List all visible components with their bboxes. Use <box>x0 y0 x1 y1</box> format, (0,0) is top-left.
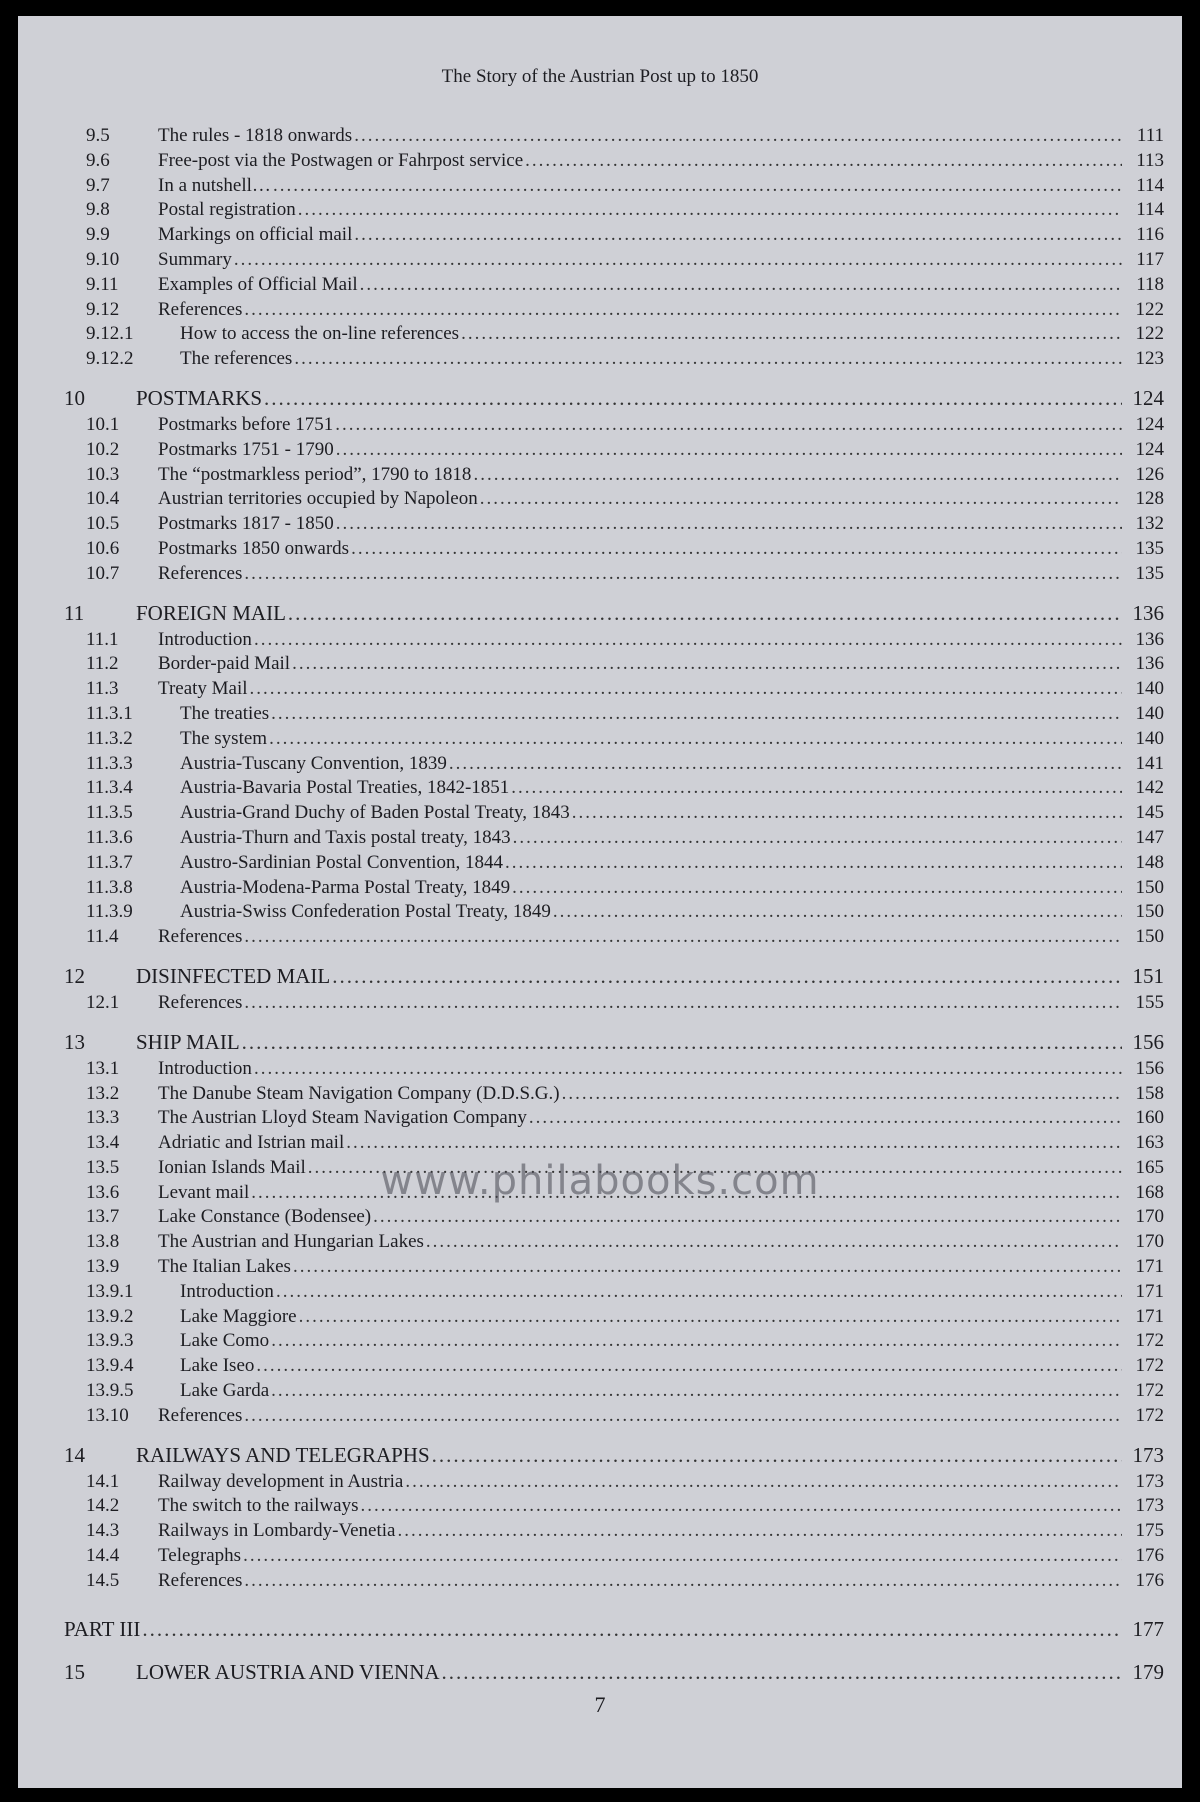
toc-entry-title: The Italian Lakes <box>158 1256 291 1278</box>
dot-leader <box>553 900 1122 925</box>
toc-entry-title: Introduction <box>180 1280 274 1302</box>
toc-entry-page: 135 <box>1135 562 1164 584</box>
toc-entry-number: 13.9.2 <box>86 1305 134 1327</box>
toc-entry-page: 124 <box>1132 385 1164 410</box>
dot-leader <box>513 826 1122 851</box>
toc-entry <box>64 413 1164 438</box>
toc-entry-number: 11.3.6 <box>86 826 133 848</box>
toc-entry-number: 13.9 <box>86 1256 120 1278</box>
toc-entry-number: 9.6 <box>86 149 110 171</box>
toc-entry-title: Ionian Islands Mail <box>158 1156 306 1178</box>
toc-entry-page: 150 <box>1135 901 1164 923</box>
dot-leader <box>250 677 1122 702</box>
toc-entry-page: 136 <box>1132 600 1164 625</box>
toc-entry-number: 13.2 <box>86 1082 120 1104</box>
toc-entry-number: 14.1 <box>86 1470 120 1492</box>
toc-entry-title: References <box>158 1404 243 1426</box>
toc-entry-title: References <box>158 298 243 320</box>
toc-entry <box>64 1057 1164 1082</box>
toc-entry <box>64 174 1164 199</box>
dot-leader <box>244 1404 1122 1429</box>
toc-entry-title: Lake Como <box>180 1330 270 1352</box>
toc-entry-title: Austria-Grand Duchy of Baden Postal Treaty, 1843 <box>180 802 570 824</box>
toc-entry-number: 9.12 <box>86 298 120 320</box>
toc-entry-title: Austria-Modena-Parma Postal Treaty, 1849 <box>180 876 511 898</box>
toc-entry <box>64 900 1164 925</box>
toc-entry-number: 13.3 <box>86 1107 120 1129</box>
dot-leader <box>572 801 1122 826</box>
toc-entry <box>64 223 1164 248</box>
toc-entry-page: 172 <box>1135 1380 1164 1402</box>
toc-entry <box>64 322 1164 347</box>
toc-entry-page: 147 <box>1135 826 1164 848</box>
toc-entry <box>64 537 1164 562</box>
toc-entry-page: 156 <box>1132 1029 1164 1054</box>
toc-entry-title: How to access the on-line references <box>180 323 460 345</box>
dot-leader <box>254 1057 1122 1082</box>
dot-leader <box>511 776 1122 801</box>
toc-entry-title: Lake Maggiore <box>180 1305 297 1327</box>
toc-entry-number: 13.6 <box>86 1181 120 1203</box>
toc-entry-page: 124 <box>1135 413 1164 435</box>
toc-entry-page: 172 <box>1135 1355 1164 1377</box>
dot-leader <box>269 727 1122 752</box>
toc-entry <box>64 1027 1164 1057</box>
toc-entry-page: 156 <box>1135 1057 1164 1079</box>
toc-entry-number: 13.7 <box>86 1206 120 1228</box>
toc-entry-number: 11.1 <box>86 628 119 650</box>
toc-entry-page: 173 <box>1132 1442 1164 1467</box>
dot-leader <box>264 383 1122 413</box>
toc-entry-title: RAILWAYS AND TELEGRAPHS <box>136 1442 430 1467</box>
toc-entry-number: 10 <box>64 385 85 410</box>
dot-leader <box>299 1305 1122 1330</box>
toc-entry-page: 170 <box>1135 1231 1164 1253</box>
toc-entry <box>64 1379 1164 1404</box>
toc-entry <box>64 776 1164 801</box>
toc-entry-page: 175 <box>1135 1520 1164 1542</box>
toc-entry-page: 124 <box>1135 438 1164 460</box>
toc-entry-page: 128 <box>1135 488 1164 510</box>
dot-leader <box>361 1494 1122 1519</box>
toc-entry-page: 173 <box>1135 1495 1164 1517</box>
toc-entry-title: The Austrian Lloyd Steam Navigation Company <box>158 1107 527 1129</box>
dot-leader <box>397 1519 1122 1544</box>
toc-entry-number: 11.3.9 <box>86 901 133 923</box>
toc-entry-number: 9.8 <box>86 199 110 221</box>
toc-entry-number: 15 <box>64 1659 85 1684</box>
toc-entry <box>64 383 1164 413</box>
toc-entry-title: Austrian territories occupied by Napoleon <box>158 488 478 510</box>
toc-entry-number: 10.6 <box>86 537 120 559</box>
toc-entry-number: 11 <box>64 600 85 625</box>
toc-entry-number: 11.3.1 <box>86 702 133 724</box>
toc-entry-number: 11.3.7 <box>86 851 133 873</box>
toc-entry <box>64 1569 1164 1594</box>
toc-entry-page: 179 <box>1132 1659 1164 1684</box>
dot-leader <box>373 1205 1122 1230</box>
toc-entry-title: Railways in Lombardy-Venetia <box>158 1520 396 1542</box>
toc-entry <box>64 801 1164 826</box>
toc-entry-title: Postmarks before 1751 <box>158 413 334 435</box>
toc-entry-number: 13.10 <box>86 1404 129 1426</box>
toc-entry-title: Treaty Mail <box>158 678 248 700</box>
toc-entry-title: Railway development in Austria <box>158 1470 404 1492</box>
dot-leader <box>244 925 1122 950</box>
toc-entry-title: References <box>158 926 243 948</box>
dot-leader <box>360 273 1122 298</box>
toc-entry-title: The treaties <box>180 702 270 724</box>
dot-leader <box>461 322 1122 347</box>
dot-leader <box>336 512 1122 537</box>
dot-leader <box>529 1106 1122 1131</box>
toc-entry-page: 117 <box>1136 248 1164 270</box>
toc-entry-page: 160 <box>1135 1107 1164 1129</box>
dot-leader <box>442 1657 1122 1687</box>
toc-entry <box>64 1404 1164 1429</box>
toc-entry-title: Free-post via the Postwagen or Fahrpost service <box>158 149 524 171</box>
toc-entry-title: POSTMARKS <box>136 385 263 410</box>
dot-leader <box>271 1329 1122 1354</box>
toc-entry-number: 11.2 <box>86 653 119 675</box>
toc-entry-page: 126 <box>1135 463 1164 485</box>
toc-entry-number: 9.9 <box>86 224 110 246</box>
toc-entry-title: The rules - 1818 onwards <box>158 125 353 146</box>
toc-entry-page: 136 <box>1135 653 1164 675</box>
toc-entry-number: 11.3 <box>86 678 119 700</box>
toc-entry-page: 116 <box>1136 224 1164 246</box>
toc-entry-title: The Danube Steam Navigation Company (D.D.S.G.) <box>158 1082 560 1104</box>
dot-leader <box>512 876 1122 901</box>
toc-entry-page: 113 <box>1136 149 1164 171</box>
dot-leader <box>244 298 1122 323</box>
toc-entry-number: 9.11 <box>86 273 119 295</box>
toc-entry-title: Austria-Tuscany Convention, 1839 <box>180 752 447 774</box>
toc-entry <box>64 876 1164 901</box>
toc-entry-page: 111 <box>1136 125 1164 146</box>
toc-entry-title: Austria-Thurn and Taxis postal treaty, 1843 <box>180 826 511 848</box>
toc-entry-title: FOREIGN MAIL <box>136 600 286 625</box>
toc-entry-number: 10.3 <box>86 463 120 485</box>
toc-entry <box>64 1131 1164 1156</box>
toc-entry-page: 142 <box>1135 777 1164 799</box>
toc-entry <box>64 727 1164 752</box>
toc-entry-number: 13.5 <box>86 1156 120 1178</box>
toc-entry-page: 148 <box>1135 851 1164 873</box>
toc-entry <box>64 149 1164 174</box>
toc-entry-title: Lake Constance (Bodensee) <box>158 1206 372 1228</box>
dot-leader <box>256 1354 1122 1379</box>
dot-leader <box>426 1230 1122 1255</box>
toc-entry-number: 13.8 <box>86 1231 120 1253</box>
toc-entry-number: 9.10 <box>86 248 120 270</box>
toc-entry-page: 172 <box>1135 1404 1164 1426</box>
dot-leader <box>292 652 1122 677</box>
toc-entry-title: Introduction <box>158 628 252 650</box>
table-of-contents <box>64 124 1164 1687</box>
toc-entry <box>64 273 1164 298</box>
toc-entry <box>64 1544 1164 1569</box>
dot-leader <box>480 487 1122 512</box>
toc-entry-number: 10.5 <box>86 513 120 535</box>
toc-entry-number: 14.3 <box>86 1520 120 1542</box>
toc-entry-title: Austria-Swiss Confederation Postal Treaty, 1849 <box>180 901 551 923</box>
toc-entry-number: 9.5 <box>86 125 110 146</box>
dot-leader <box>351 537 1122 562</box>
toc-entry-page: 171 <box>1135 1280 1164 1302</box>
dot-leader <box>244 562 1122 587</box>
toc-entry-title: Adriatic and Istrian mail <box>158 1132 345 1154</box>
toc-entry-title: Examples of Official Mail <box>158 273 358 295</box>
toc-entry-page: 163 <box>1135 1132 1164 1154</box>
toc-entry-page: 123 <box>1135 348 1164 370</box>
toc-entry-number: 11.3.8 <box>86 876 133 898</box>
dot-leader <box>254 628 1122 653</box>
dot-leader <box>335 413 1122 438</box>
toc-entry-number: 13.1 <box>86 1057 120 1079</box>
toc-entry-page: 122 <box>1135 298 1164 320</box>
toc-entry <box>64 512 1164 537</box>
toc-entry-title: References <box>158 1569 243 1591</box>
toc-entry <box>64 1519 1164 1544</box>
toc-entry-page: 158 <box>1135 1082 1164 1104</box>
toc-entry-page: 171 <box>1135 1256 1164 1278</box>
dot-leader <box>243 1544 1122 1569</box>
toc-entry-page: 176 <box>1135 1545 1164 1567</box>
dot-leader <box>449 752 1122 777</box>
toc-entry <box>64 562 1164 587</box>
toc-entry <box>64 124 1164 149</box>
toc-entry-title: The references <box>180 348 293 370</box>
toc-entry <box>64 298 1164 323</box>
toc-entry <box>64 628 1164 653</box>
toc-entry-page: 173 <box>1135 1470 1164 1492</box>
dot-leader <box>354 223 1122 248</box>
toc-entry-title: The system <box>180 727 268 749</box>
toc-entry-title: The switch to the railways <box>158 1495 359 1517</box>
toc-entry-title: The “postmarkless period”, 1790 to 1818 <box>158 463 472 485</box>
toc-entry <box>64 1106 1164 1131</box>
toc-entry-number: 9.12.2 <box>86 348 134 370</box>
toc-entry-title: Border-paid Mail <box>158 653 291 675</box>
toc-entry-page: 151 <box>1132 963 1164 988</box>
toc-entry-page: 165 <box>1135 1156 1164 1178</box>
toc-entry-number: 12.1 <box>86 991 120 1013</box>
toc-entry-page: 168 <box>1135 1181 1164 1203</box>
toc-entry <box>64 1494 1164 1519</box>
toc-entry-number: 9.7 <box>86 174 110 196</box>
dot-leader <box>562 1082 1122 1107</box>
toc-entry-number: 10.7 <box>86 562 120 584</box>
toc-entry <box>64 925 1164 950</box>
dot-leader <box>332 961 1122 991</box>
toc-entry-number: 11.3.3 <box>86 752 133 774</box>
toc-entry-title: The Austrian and Hungarian Lakes <box>158 1231 424 1253</box>
dot-leader <box>142 1612 1122 1646</box>
toc-entry <box>64 851 1164 876</box>
dot-leader <box>346 1131 1122 1156</box>
toc-entry-number: 14.2 <box>86 1495 120 1517</box>
toc-entry-page: 176 <box>1135 1569 1164 1591</box>
toc-entry-title: References <box>158 991 243 1013</box>
toc-entry <box>64 463 1164 488</box>
toc-entry-page: 136 <box>1135 628 1164 650</box>
toc-entry-page: 122 <box>1135 323 1164 345</box>
dot-leader <box>294 347 1122 372</box>
toc-entry <box>64 248 1164 273</box>
toc-entry <box>64 1354 1164 1379</box>
toc-entry-number: 10.2 <box>86 438 120 460</box>
toc-entry-title: In a nutshell… <box>158 174 271 196</box>
toc-entry <box>64 1440 1164 1470</box>
toc-entry-title: Levant mail <box>158 1181 250 1203</box>
toc-entry-title: Postmarks 1850 onwards <box>158 537 350 559</box>
toc-entry <box>64 1205 1164 1230</box>
dot-leader <box>405 1470 1122 1495</box>
toc-entry-page: 118 <box>1136 273 1164 295</box>
toc-entry <box>64 1305 1164 1330</box>
toc-entry <box>64 826 1164 851</box>
toc-entry-page: 172 <box>1135 1330 1164 1352</box>
dot-leader <box>244 991 1122 1016</box>
dot-leader <box>244 1569 1122 1594</box>
toc-entry-page: 171 <box>1135 1305 1164 1327</box>
toc-entry-number: 12 <box>64 963 85 988</box>
toc-entry <box>64 677 1164 702</box>
toc-entry-number: 9.12.1 <box>86 323 134 345</box>
toc-entry <box>64 1329 1164 1354</box>
toc-entry <box>64 1230 1164 1255</box>
toc-entry-title: Austria-Bavaria Postal Treaties, 1842-1851 <box>180 777 510 799</box>
toc-entry <box>64 598 1164 628</box>
toc-entry <box>64 1657 1164 1687</box>
toc-entry <box>64 702 1164 727</box>
dot-leader <box>505 851 1122 876</box>
toc-entry-page: 135 <box>1135 537 1164 559</box>
dot-leader <box>276 1280 1122 1305</box>
watermark: www.philabooks.com <box>380 1158 820 1204</box>
toc-entry <box>64 347 1164 372</box>
toc-entry <box>64 1612 1164 1646</box>
toc-entry-title: Introduction <box>158 1057 252 1079</box>
toc-entry-number: 13.9.3 <box>86 1330 134 1352</box>
book-page <box>18 16 1182 1788</box>
toc-entry-page: 177 <box>1132 1616 1164 1641</box>
toc-entry-page: 140 <box>1135 702 1164 724</box>
toc-entry <box>64 1470 1164 1495</box>
toc-entry-title: Postmarks 1751 - 1790 <box>158 438 334 460</box>
toc-entry <box>64 438 1164 463</box>
toc-entry-title: Austro-Sardinian Postal Convention, 1844 <box>180 851 503 873</box>
toc-entry-title: Markings on official mail <box>158 224 353 246</box>
toc-entry-title: References <box>158 562 243 584</box>
toc-entry <box>64 652 1164 677</box>
dot-leader <box>242 1027 1122 1057</box>
toc-entry <box>64 1280 1164 1305</box>
dot-leader <box>432 1440 1122 1470</box>
toc-entry-number: 11.3.2 <box>86 727 133 749</box>
running-head: The Story of the Austrian Post up to 1850 <box>441 66 759 87</box>
toc-entry <box>64 961 1164 991</box>
toc-entry-page: 141 <box>1135 752 1164 774</box>
toc-entry-number: 11.4 <box>86 926 119 948</box>
toc-entry-number: 13.9.1 <box>86 1280 134 1302</box>
toc-entry-page: 145 <box>1135 802 1164 824</box>
toc-entry-number: 14 <box>64 1442 85 1467</box>
toc-entry-page: 150 <box>1135 926 1164 948</box>
toc-entry-number: 10.1 <box>86 413 120 435</box>
toc-entry-title: Postal registration <box>158 199 296 221</box>
toc-entry-title: Summary <box>158 248 232 270</box>
dot-leader <box>293 1255 1122 1280</box>
toc-entry-number: 11.3.4 <box>86 777 133 799</box>
toc-entry-title: LOWER AUSTRIA AND VIENNA <box>136 1659 440 1684</box>
dot-leader <box>298 198 1122 223</box>
toc-entry-number: 13 <box>64 1029 85 1054</box>
toc-entry-title: Telegraphs <box>158 1545 242 1567</box>
toc-entry-page: 155 <box>1135 991 1164 1013</box>
dot-leader <box>234 248 1122 273</box>
toc-entry-number: 13.9.5 <box>86 1380 134 1402</box>
toc-entry <box>64 991 1164 1016</box>
toc-entry-page: 150 <box>1135 876 1164 898</box>
toc-entry-title: Postmarks 1817 - 1850 <box>158 513 334 535</box>
dot-leader <box>273 174 1122 199</box>
toc-entry-number: 13.9.4 <box>86 1355 134 1377</box>
toc-entry-number: 14.4 <box>86 1545 120 1567</box>
toc-entry <box>64 752 1164 777</box>
dot-leader <box>288 598 1122 628</box>
toc-entry-title: DISINFECTED MAIL <box>136 963 331 988</box>
toc-entry-title: PART III <box>64 1616 141 1641</box>
toc-entry-page: 114 <box>1136 174 1164 196</box>
toc-entry-title: SHIP MAIL <box>136 1029 240 1054</box>
toc-entry-page: 170 <box>1135 1206 1164 1228</box>
toc-entry-number: 10.4 <box>86 488 120 510</box>
dot-leader <box>525 149 1122 174</box>
toc-entry-page: 114 <box>1136 199 1164 221</box>
toc-entry <box>64 1082 1164 1107</box>
toc-entry <box>64 198 1164 223</box>
dot-leader <box>271 702 1122 727</box>
toc-entry-number: 14.5 <box>86 1569 120 1591</box>
toc-entry-title: Lake Garda <box>180 1380 270 1402</box>
page-number: 7 <box>594 1692 606 1717</box>
toc-entry-number: 11.3.5 <box>86 802 133 824</box>
toc-entry <box>64 487 1164 512</box>
dot-leader <box>336 438 1122 463</box>
toc-entry-number: 13.4 <box>86 1132 120 1154</box>
dot-leader <box>271 1379 1122 1404</box>
toc-entry-page: 140 <box>1135 727 1164 749</box>
toc-entry-page: 140 <box>1135 678 1164 700</box>
toc-entry <box>64 1255 1164 1280</box>
dot-leader <box>473 463 1122 488</box>
toc-entry-title: Lake Iseo <box>180 1355 255 1377</box>
dot-leader <box>354 124 1122 149</box>
toc-entry-page: 132 <box>1135 513 1164 535</box>
